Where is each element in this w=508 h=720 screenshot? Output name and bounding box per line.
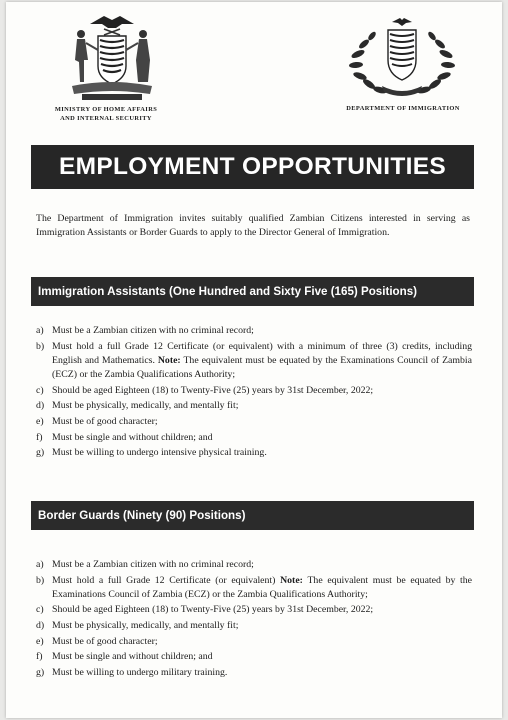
list-item xyxy=(36,431,472,445)
item-marker: d) xyxy=(36,400,45,412)
item-text: Must be single and without children; and xyxy=(52,431,213,443)
item-marker: c) xyxy=(36,384,44,396)
item-marker: b) xyxy=(36,574,45,586)
note-label: Note: xyxy=(157,354,181,366)
item-text: Must be of good character; xyxy=(52,415,158,427)
item-text: Must be physically, medically, and mentally fit; xyxy=(52,400,239,412)
item-text: Must hold a full Grade 12 Certificate (or equivalent) with a minimum of three (3) credits, including English and Mathematics. xyxy=(52,340,472,366)
requirements-list-border-guards xyxy=(36,558,472,681)
item-text: Must be willing to undergo intensive physical training. xyxy=(52,447,267,459)
ministry-name xyxy=(36,106,176,123)
item-marker: e) xyxy=(36,635,44,647)
section-heading-border-guards: Border Guards (Ninety (90) Positions) xyxy=(31,501,474,530)
item-text: Should be aged Eighteen (18) to Twenty-Five (25) years by 31st December, 2022; xyxy=(52,384,374,396)
item-marker: b) xyxy=(36,340,45,352)
zambia-coat-of-arms-icon xyxy=(64,10,160,104)
immigration-eagle-badge-icon xyxy=(342,16,462,100)
list-item xyxy=(36,603,472,617)
item-marker: g) xyxy=(36,666,45,678)
page-title: EMPLOYMENT OPPORTUNITIES xyxy=(31,145,474,189)
item-marker: f) xyxy=(36,431,43,443)
list-item xyxy=(36,340,472,383)
list-item xyxy=(36,574,472,603)
list-item xyxy=(36,619,472,633)
ministry-name-line1: MINISTRY OF HOME AFFAIRS xyxy=(54,106,158,113)
list-item xyxy=(36,650,472,664)
note-text: The equivalent must be equated by the Examinations Council of Zambia (ECZ) or the Zambia Qualifications Authority; xyxy=(52,354,472,381)
item-text: Must be of good character; xyxy=(52,635,158,647)
requirements-list-immigration-assistants xyxy=(36,324,472,462)
list-item xyxy=(36,446,472,460)
item-text: Must be willing to undergo military training. xyxy=(52,666,228,678)
item-text: Must hold a full Grade 12 Certificate (or equivalent) xyxy=(52,574,276,586)
list-item xyxy=(36,399,472,413)
note-label: Note: xyxy=(280,574,303,586)
section-heading-immigration-assistants: Immigration Assistants (One Hundred and Sixty Five (165) Positions) xyxy=(31,277,474,306)
item-marker: f) xyxy=(36,651,43,663)
item-text: Must be physically, medically, and mentally fit; xyxy=(52,620,239,632)
item-marker: d) xyxy=(36,620,45,632)
item-text: Must be single and without children; and xyxy=(52,651,213,663)
list-item xyxy=(36,666,472,680)
item-text: Must be a Zambian citizen with no criminal record; xyxy=(52,325,254,336)
list-item xyxy=(36,558,472,572)
item-marker: g) xyxy=(36,447,45,459)
department-name: DEPARTMENT OF IMMIGRATION xyxy=(346,105,460,112)
note-text: The equivalent must be equated by the Examinations Council of Zambia (ECZ) or the Zambia Qualifications Authority; xyxy=(52,574,472,600)
item-marker: a) xyxy=(36,559,44,570)
list-item xyxy=(36,415,472,429)
item-marker: a) xyxy=(36,325,44,336)
list-item xyxy=(36,324,472,338)
ministry-name-line2: AND INTERNAL SECURITY xyxy=(60,114,152,122)
list-item xyxy=(36,635,472,649)
advert-page xyxy=(6,2,502,718)
intro-paragraph: The Department of Immigration invites suitably qualified Zambian Citizens interested in serving as Immigration Assistants or Border Guards to apply to the Director General of Immigration. xyxy=(36,213,470,238)
list-item xyxy=(36,384,472,398)
item-marker: c) xyxy=(36,604,44,616)
item-text: Should be aged Eighteen (18) to Twenty-Five (25) years by 31st December, 2022; xyxy=(52,604,374,616)
item-text: Must be a Zambian citizen with no criminal record; xyxy=(52,559,254,570)
item-marker: e) xyxy=(36,415,44,427)
